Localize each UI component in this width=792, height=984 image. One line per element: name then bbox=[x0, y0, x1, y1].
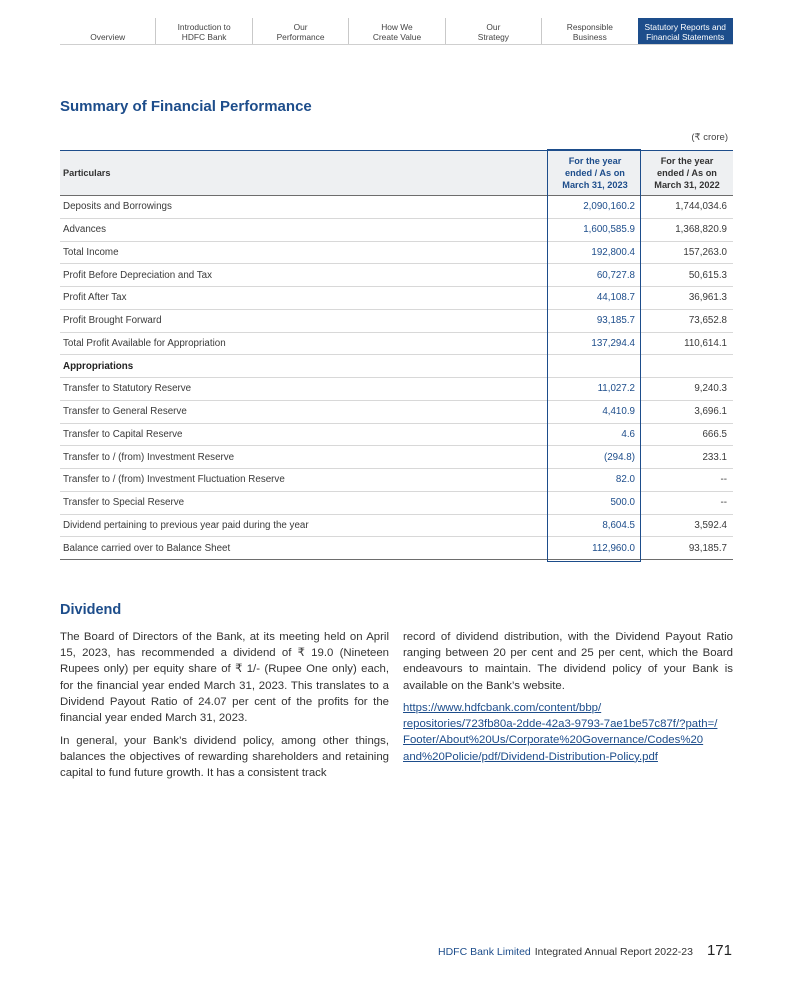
nav-tab-statutory-reports[interactable]: Statutory Reports and Financial Statements bbox=[638, 18, 733, 44]
footer-company: HDFC Bank Limited bbox=[437, 946, 531, 958]
row-label: Profit After Tax bbox=[63, 292, 127, 304]
row-value-fy2022: 3,696.1 bbox=[694, 406, 727, 418]
row-value-fy2023: 11,027.2 bbox=[597, 383, 635, 395]
row-label: Total Profit Available for Appropriation bbox=[63, 337, 226, 349]
row-value-fy2022: -- bbox=[720, 497, 727, 509]
row-value-fy2022: 233.1 bbox=[702, 451, 727, 463]
row-value-fy2022: 73,652.8 bbox=[688, 315, 727, 327]
table-row bbox=[60, 378, 733, 401]
row-value-fy2023: 137,294.4 bbox=[591, 337, 635, 349]
row-value-fy2022: 110,614.1 bbox=[684, 337, 727, 349]
row-value-fy2022: 157,263.0 bbox=[683, 246, 727, 258]
row-value-fy2023: 82.0 bbox=[615, 474, 635, 486]
dividend-policy-link[interactable]: https://www.hdfcbank.com/content/bbp/ repositories/723fb80a-2dde-42a3-9793-7ae1be57c87f/?path=/ Footer/About%20Us/Corporate%20Governance/Codes%20 and%20Policie/pdf/Dividend-Distribution-Policy.pdf bbox=[403, 702, 718, 763]
row-label: Transfer to General Reserve bbox=[63, 406, 187, 418]
row-label: Appropriations bbox=[63, 360, 134, 372]
table-row bbox=[60, 446, 733, 469]
table-row bbox=[60, 355, 733, 378]
nav-tab-overview[interactable]: Overview bbox=[90, 32, 126, 42]
table-row bbox=[60, 515, 733, 538]
table-row bbox=[60, 469, 733, 492]
dividend-paragraph-2: In general, your Bank’s dividend policy, among other things, balances the objectives of rewarding shareholders and retaining capital to fund future growth. It has a consistent track bbox=[60, 735, 389, 780]
row-value-fy2023: 4.6 bbox=[621, 428, 635, 440]
nav-tab-introduction[interactable]: Introduction to HDFC Bank bbox=[155, 18, 251, 44]
table-unit-note: (₹ crore) bbox=[691, 132, 728, 143]
table-row bbox=[60, 242, 733, 265]
row-value-fy2022: 93,185.7 bbox=[688, 542, 727, 554]
table-row bbox=[60, 287, 733, 310]
dividend-heading: Dividend bbox=[60, 602, 122, 618]
row-label: Transfer to Capital Reserve bbox=[63, 428, 183, 440]
table-row bbox=[60, 333, 733, 356]
dividend-paragraph-1: The Board of Directors of the Bank, at its meeting held on April 15, 2023, has recommended a dividend of ₹ 19.0 (Nineteen Rupees only) per equity share of ₹ 1/- (Rupee One only) each, for the financial year ended March 31, 2023. This translates to a Dividend Payout Ratio of 24.07 per cent of the profits for the financial year ended March 31, 2023. bbox=[60, 631, 389, 725]
row-label: Balance carried over to Balance Sheet bbox=[63, 542, 231, 554]
row-value-fy2022: 1,368,820.9 bbox=[675, 224, 727, 236]
row-value-fy2022: -- bbox=[720, 474, 727, 486]
row-label: Profit Before Depreciation and Tax bbox=[63, 269, 213, 281]
dividend-paragraph-3: record of dividend distribution, with the Dividend Payout Ratio ranging between 20 per cent and 25 per cent, which the Board endeavours to maintain. The dividend policy of your Bank is available on the Bank’s website. bbox=[403, 631, 733, 692]
nav-tab-performance[interactable]: Our Performance bbox=[252, 18, 348, 44]
row-label: Deposits and Borrowings bbox=[63, 201, 172, 213]
row-value-fy2023: 4,410.9 bbox=[602, 406, 635, 418]
table-row bbox=[60, 401, 733, 424]
row-label: Transfer to / (from) Investment Reserve bbox=[63, 451, 235, 463]
table-row bbox=[60, 264, 733, 287]
row-label: Transfer to Statutory Reserve bbox=[63, 383, 192, 395]
row-label: Profit Brought Forward bbox=[63, 315, 162, 327]
header-particulars: Particulars bbox=[63, 168, 111, 178]
table-row bbox=[60, 424, 733, 447]
nav-tab-create-value[interactable]: How We Create Value bbox=[348, 18, 444, 44]
row-value-fy2023: 112,960.0 bbox=[592, 542, 635, 554]
row-value-fy2023: 8,604.5 bbox=[602, 519, 635, 531]
row-value-fy2023: 60,727.8 bbox=[596, 269, 635, 281]
nav-tab-responsible-business[interactable]: Responsible Business bbox=[541, 18, 637, 44]
row-label: Dividend pertaining to previous year paid during the year bbox=[63, 519, 309, 531]
row-value-fy2023: 500.0 bbox=[610, 497, 635, 509]
row-value-fy2023: 1,600,585.9 bbox=[583, 224, 635, 236]
page-title: Summary of Financial Performance bbox=[60, 98, 312, 115]
row-value-fy2022 bbox=[641, 355, 733, 377]
table-row bbox=[60, 537, 733, 560]
row-value-fy2022: 9,240.3 bbox=[694, 383, 727, 395]
table-row bbox=[60, 219, 733, 242]
footer-report-title: Integrated Annual Report 2022-23 bbox=[534, 946, 693, 958]
row-label: Transfer to / (from) Investment Fluctuation Reserve bbox=[63, 474, 285, 486]
table-body bbox=[60, 196, 733, 560]
row-value-fy2022: 3,592.4 bbox=[694, 519, 727, 531]
table-row bbox=[60, 492, 733, 515]
row-value-fy2023: 192,800.4 bbox=[591, 246, 635, 258]
header-fy2022: For the year ended / As on March 31, 2022 bbox=[654, 156, 720, 190]
nav-divider bbox=[60, 44, 733, 45]
row-value-fy2023: 2,090,160.2 bbox=[583, 201, 635, 213]
page-footer bbox=[438, 942, 732, 959]
row-label: Total Income bbox=[63, 246, 119, 258]
row-label: Advances bbox=[63, 224, 107, 236]
page-number: 171 bbox=[706, 942, 732, 959]
row-value-fy2023: (294.8) bbox=[603, 451, 635, 463]
table-row bbox=[60, 310, 733, 333]
row-value-fy2022: 1,744,034.6 bbox=[675, 201, 727, 213]
row-value-fy2023: 44,108.7 bbox=[596, 292, 635, 304]
row-value-fy2022: 50,615.3 bbox=[688, 269, 727, 281]
row-value-fy2023: 93,185.7 bbox=[596, 315, 635, 327]
nav-tab-strategy[interactable]: Our Strategy bbox=[445, 18, 541, 44]
financial-summary-table bbox=[60, 150, 733, 560]
table-header-row bbox=[60, 150, 733, 196]
section-nav bbox=[60, 18, 733, 44]
table-row bbox=[60, 196, 733, 219]
row-label: Transfer to Special Reserve bbox=[63, 497, 185, 509]
row-value-fy2022: 666.5 bbox=[702, 428, 727, 440]
header-fy2023: For the year ended / As on March 31, 2023 bbox=[549, 151, 641, 195]
row-value-fy2022: 36,961.3 bbox=[688, 292, 727, 304]
row-value-fy2023 bbox=[549, 355, 641, 377]
